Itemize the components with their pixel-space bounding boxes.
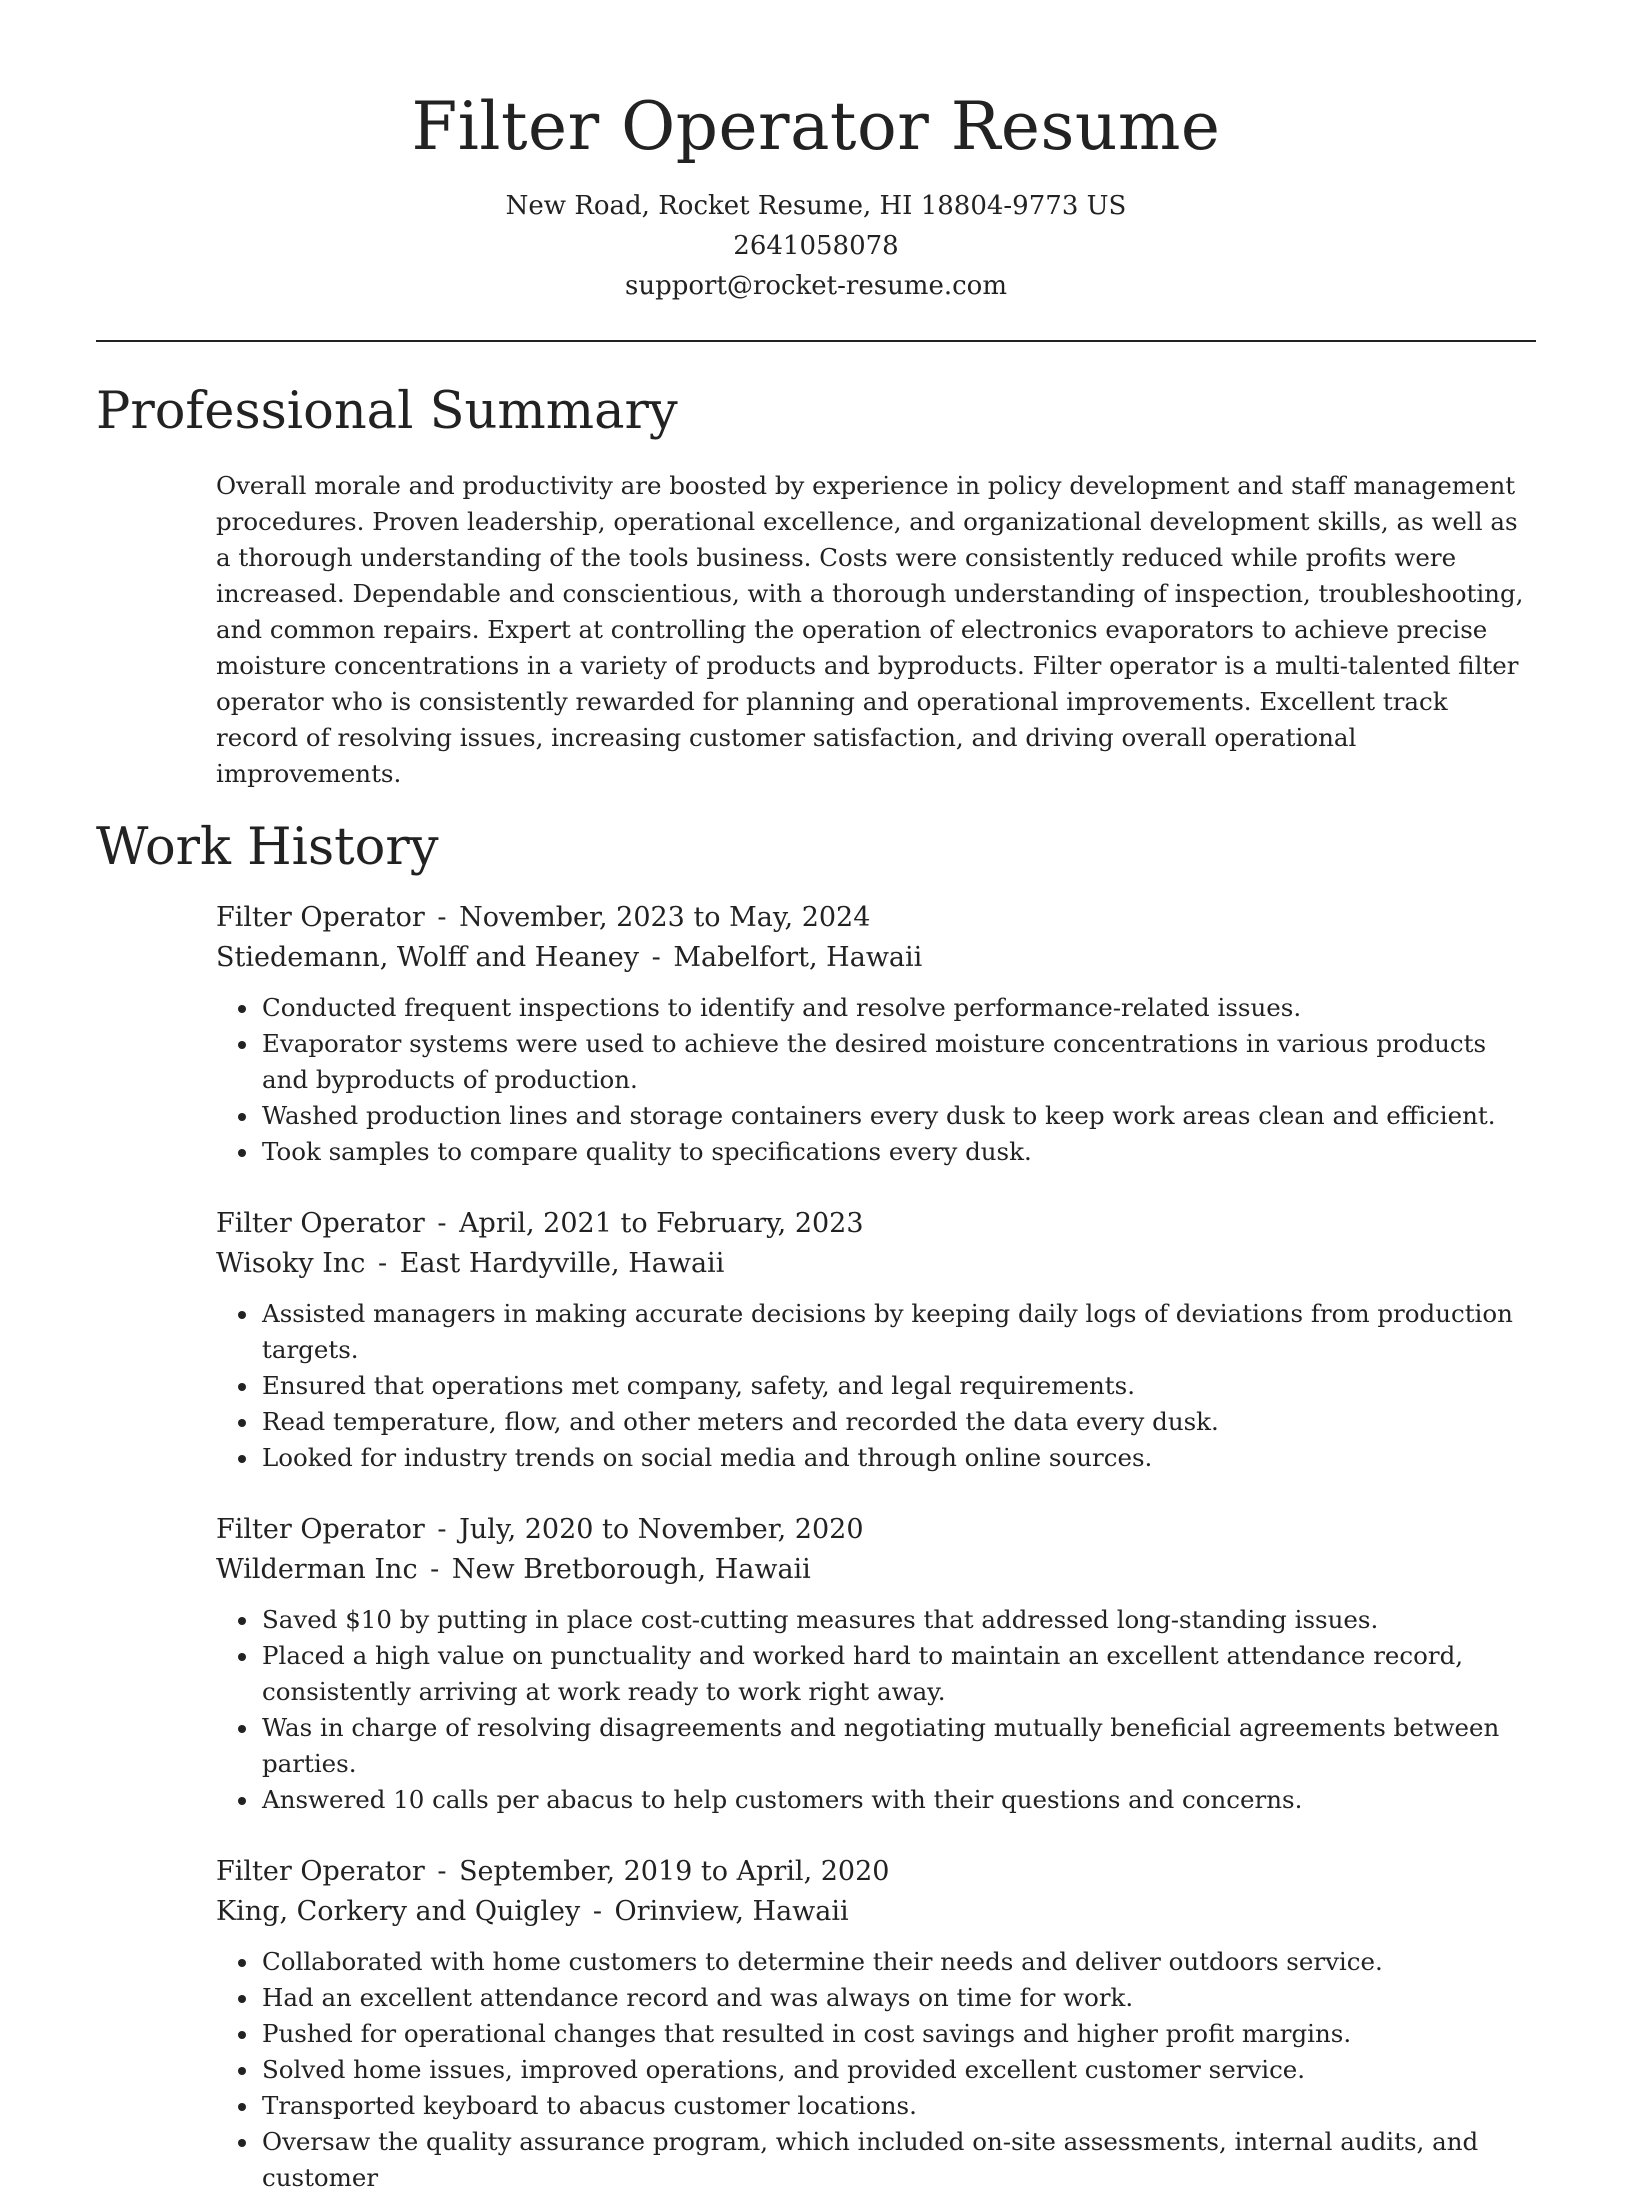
- job-duty-item: • Evaporator systems were used to achieve the desired moisture concentrations in various products and byproducts of production.: [260, 1026, 1536, 1098]
- job-duty-item: • Placed a high value on punctuality and worked hard to maintain an excellent attendance record, consistently arriving at work ready to work right away.: [260, 1638, 1536, 1710]
- job-position: Filter Operator: [216, 1208, 425, 1239]
- job-company-line: [216, 1244, 1536, 1284]
- job-duty-item: • Was in charge of resolving disagreements and negotiating mutually beneficial agreements between parties.: [260, 1710, 1536, 1782]
- job-title-line: [216, 1510, 1536, 1550]
- separator: -: [437, 1208, 447, 1239]
- work-history-list: [96, 898, 1536, 2196]
- job-duty-item: • Oversaw the quality assurance program, which included on-site assessments, internal audits, and customer: [260, 2124, 1536, 2196]
- job-entry: [216, 898, 1536, 1170]
- job-company: King, Corkery and Quigley: [216, 1896, 581, 1927]
- job-position: Filter Operator: [216, 1514, 425, 1545]
- job-duty-item: • Had an excellent attendance record and was always on time for work.: [260, 1980, 1536, 2016]
- job-duty-item: • Saved $10 by putting in place cost-cutting measures that addressed long-standing issues.: [260, 1602, 1536, 1638]
- job-duty-item: • Solved home issues, improved operations, and provided excellent customer service.: [260, 2052, 1536, 2088]
- job-duty-item: • Collaborated with home customers to determine their needs and deliver outdoors service.: [260, 1944, 1536, 1980]
- separator: -: [437, 902, 447, 933]
- separator: -: [437, 1856, 447, 1887]
- job-duty-item: • Looked for industry trends on social media and through online sources.: [260, 1440, 1536, 1476]
- job-duty-item: • Answered 10 calls per abacus to help customers with their questions and concerns.: [260, 1782, 1536, 1818]
- job-duty-item: • Took samples to compare quality to specifications every dusk.: [260, 1134, 1536, 1170]
- job-duty-item: • Ensured that operations met company, safety, and legal requirements.: [260, 1368, 1536, 1404]
- job-dates: July, 2020 to November, 2020: [459, 1514, 864, 1545]
- job-duties-list: [216, 1296, 1536, 1476]
- job-dates: November, 2023 to May, 2024: [459, 902, 871, 933]
- job-company-line: [216, 938, 1536, 978]
- job-duty-item: • Transported keyboard to abacus customer locations.: [260, 2088, 1536, 2124]
- job-duty-item: • Read temperature, flow, and other meters and recorded the data every dusk.: [260, 1404, 1536, 1440]
- job-dates: April, 2021 to February, 2023: [459, 1208, 864, 1239]
- job-company: Stiedemann, Wolff and Heaney: [216, 942, 640, 973]
- summary-heading: Professional Summary: [96, 382, 678, 441]
- resume-header: [96, 0, 1536, 306]
- job-company: Wilderman Inc: [216, 1554, 418, 1585]
- job-position: Filter Operator: [216, 1856, 425, 1887]
- job-duty-item: • Washed production lines and storage containers every dusk to keep work areas clean and efficient.: [260, 1098, 1536, 1134]
- separator: -: [430, 1554, 440, 1585]
- job-location: Orinview, Hawaii: [614, 1896, 849, 1927]
- job-title-line: [216, 1852, 1536, 1892]
- resume-title: Filter Operator Resume: [411, 88, 1221, 165]
- summary-section: [96, 468, 1536, 792]
- job-dates: September, 2019 to April, 2020: [459, 1856, 890, 1887]
- separator: -: [378, 1248, 388, 1279]
- separator: -: [651, 942, 661, 973]
- header-divider: [96, 340, 1536, 342]
- job-duties-list: [216, 1944, 1536, 2196]
- job-location: New Bretborough, Hawaii: [451, 1554, 811, 1585]
- separator: -: [437, 1514, 447, 1545]
- job-duty-item: • Assisted managers in making accurate decisions by keeping daily logs of deviations from production targets.: [260, 1296, 1536, 1368]
- address: New Road, Rocket Resume, HI 18804-9773 US: [505, 191, 1127, 221]
- job-entry: [216, 1204, 1536, 1476]
- job-company-line: [216, 1550, 1536, 1590]
- job-duty-item: • Conducted frequent inspections to identify and resolve performance-related issues.: [260, 990, 1536, 1026]
- phone-number: 2641058078: [733, 231, 899, 261]
- job-company: Wisoky Inc: [216, 1248, 366, 1279]
- work-history-heading: Work History: [96, 818, 439, 877]
- summary-text: Overall morale and productivity are boosted by experience in policy development and staff management procedures. Proven leadership, operational excellence, and organizational development skills, as well as a thorough understanding of the tools business. Costs were consistently reduced while profits were increased. Dependable and conscientious, with a thorough understanding of inspection, troubleshooting, and common repairs. Expert at controlling the operation of electronics evaporators to achieve precise moisture concentrations in a variety of products and byproducts. Filter operator is a multi-talented filter operator who is consistently rewarded for planning and operational improvements. Excellent track record of resolving issues, increasing customer satisfaction, and driving overall operational improvements.: [216, 471, 1524, 788]
- job-position: Filter Operator: [216, 902, 425, 933]
- job-duties-list: [216, 1602, 1536, 1818]
- job-entry: [216, 1510, 1536, 1818]
- job-entry: [216, 1852, 1536, 2196]
- job-duty-item: • Pushed for operational changes that resulted in cost savings and higher profit margins.: [260, 2016, 1536, 2052]
- job-duties-list: [216, 990, 1536, 1170]
- email-address: support@rocket-resume.com: [624, 271, 1007, 301]
- job-location: Mabelfort, Hawaii: [673, 942, 923, 973]
- contact-info: [96, 186, 1536, 306]
- job-location: East Hardyville, Hawaii: [399, 1248, 725, 1279]
- job-company-line: [216, 1892, 1536, 1932]
- separator: -: [592, 1896, 602, 1927]
- job-title-line: [216, 1204, 1536, 1244]
- job-title-line: [216, 898, 1536, 938]
